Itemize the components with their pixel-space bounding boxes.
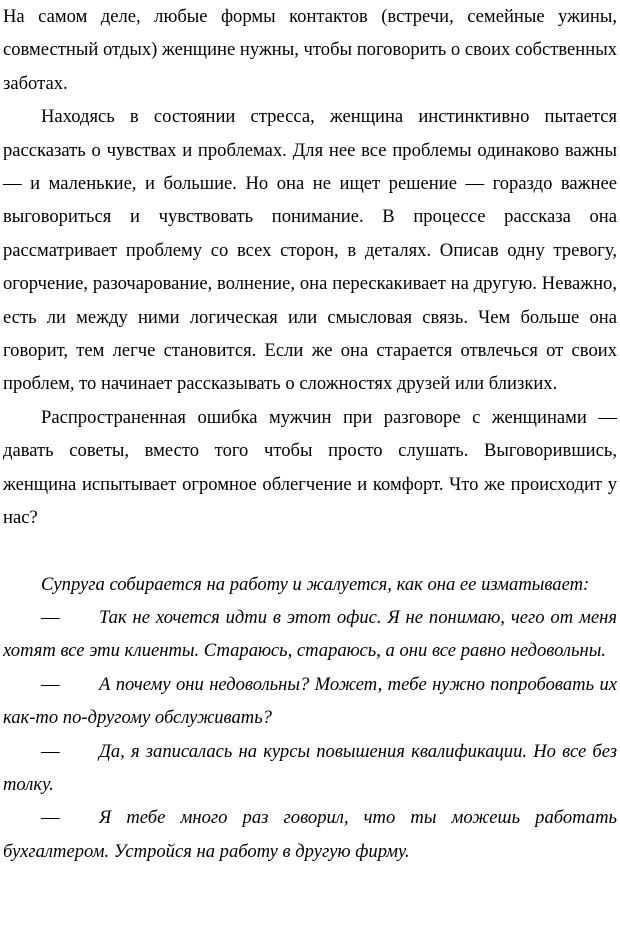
document-page (3, 0, 617, 868)
dialogue-line-text: Так не хочется идти в этот офис. Я не понимаю, чего от меня хотят все эти клиенты. Стараюсь, стараюсь, а они все равно недовольны. (3, 606, 617, 662)
dialogue-dash: — (41, 673, 60, 695)
paragraph-stress: Находясь в состоянии стресса, женщина инстинктивно пытается рассказать о чувствах и проблемах. Для нее все проблемы одинаково важны — и маленькие, и большие. Но она не ищет решение — гораздо важнее выговориться и чувствовать понимание. В процессе рассказа она рассматривает проблему со всех сторон, в деталях. Описав одну тревогу, огорчение, разочарование, волнение, она перескакивает на другую. Неважно, есть ли между ними логическая или смысловая связь. Чем больше она говорит, тем легче становится. Если же она старается отвлечься от своих проблем, то начинает рассказывать о сложностях друзей или близких. (3, 106, 617, 395)
dialogue-line-text: А почему они недовольны? Может, тебе нужно попробовать их как-то по-другому обслуживать? (3, 673, 617, 729)
dialogue-line (3, 801, 617, 868)
dialogue-line (3, 735, 617, 802)
dialogue-line (3, 668, 617, 735)
dialogue-dash: — (41, 807, 60, 829)
dialogue-line (3, 601, 617, 668)
dialogue-line-text: Я тебе много раз говорил, что ты можешь работать бухгалтером. Устройся на работу в другую фирму. (3, 807, 617, 862)
dialogue-line-text: Да, я записалась на курсы повышения квалификации. Но все без толку. (3, 740, 617, 795)
paragraph-contacts: На самом деле, любые формы контактов (встречи, семейные ужины, совместный отдых) женщине нужны, чтобы поговорить о своих собственных заботах. (3, 6, 617, 94)
dialogue-dash: — (41, 606, 60, 628)
paragraph-mistake: Распространенная ошибка мужчин при разговоре с женщинами — давать советы, вместо того чтобы просто слушать. Выговорившись, женщина испытывает огромное облегчение и комфорт. Что же происходит у нас? (3, 406, 617, 529)
dialogue-intro: Супруга собирается на работу и жалуется, как она ее изматывает: (41, 573, 590, 595)
dialogue-dash: — (41, 740, 60, 762)
section-spacer (3, 535, 617, 568)
